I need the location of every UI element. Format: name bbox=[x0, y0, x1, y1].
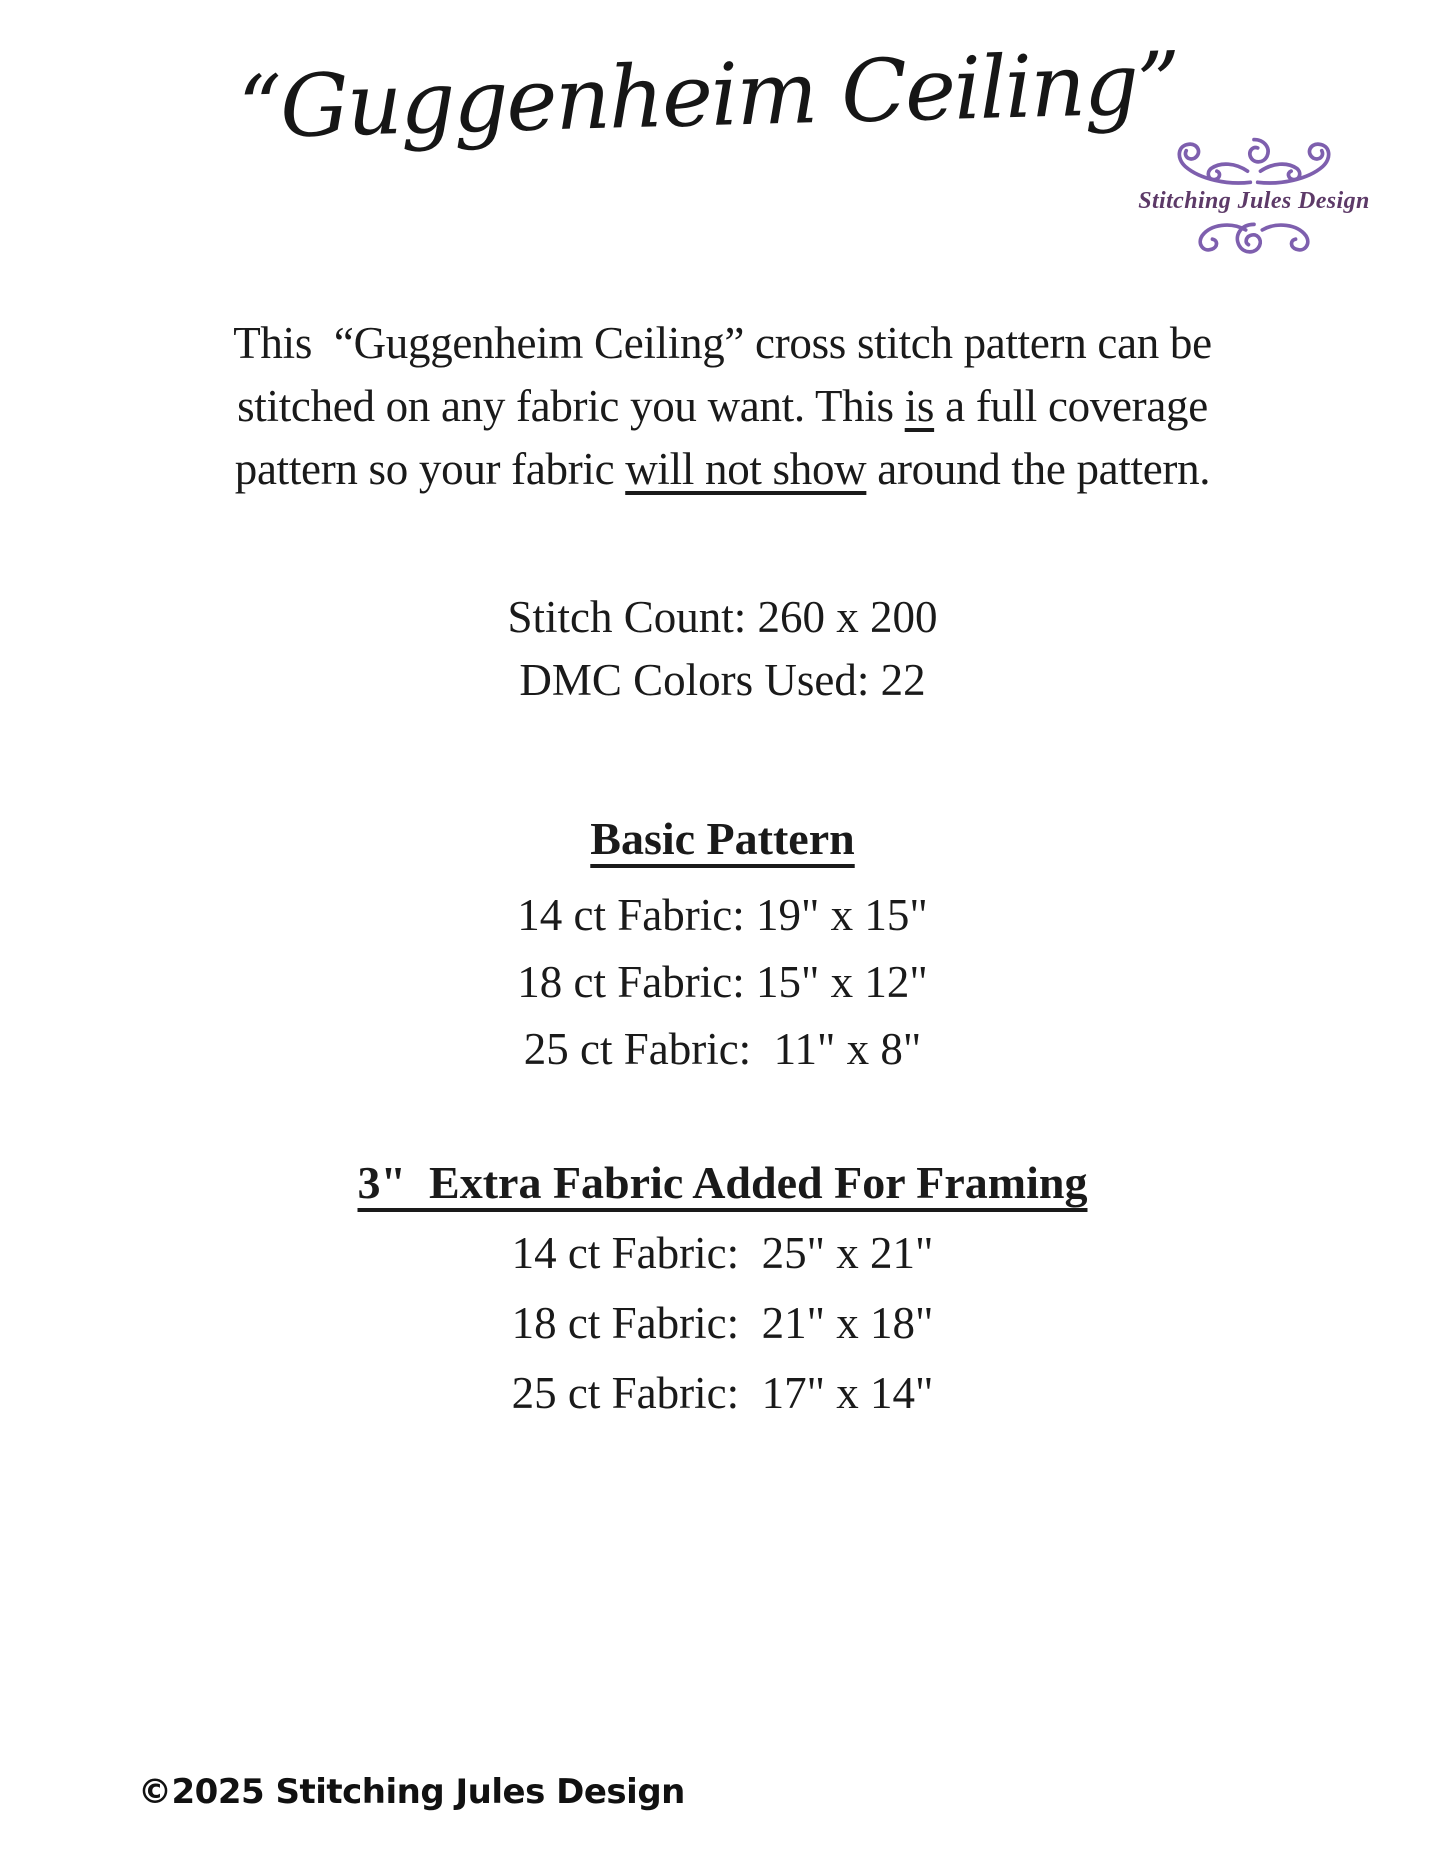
framing-list bbox=[0, 1218, 1445, 1428]
underlined-word-is: is bbox=[904, 381, 935, 431]
fabric-size-item: 14 ct Fabric: 25" x 21" bbox=[511, 1228, 934, 1278]
intro-line-1: This “Guggenheim Ceiling” cross stitch pattern can be bbox=[233, 318, 1212, 368]
page-title: “Guggenheim Ceiling” bbox=[236, 33, 1181, 159]
framing-heading bbox=[0, 1156, 1445, 1210]
pattern-stats bbox=[0, 586, 1445, 712]
dmc-colors-used: DMC Colors Used: 22 bbox=[519, 655, 926, 705]
copyright: ©2025 Stitching Jules Design bbox=[138, 1772, 685, 1812]
intro-line-2 bbox=[0, 375, 1445, 438]
fabric-size-item: 25 ct Fabric: 17" x 14" bbox=[511, 1368, 934, 1418]
intro-paragraph bbox=[0, 312, 1445, 501]
brand-logo bbox=[1128, 134, 1380, 265]
stitch-count: Stitch Count: 260 x 200 bbox=[507, 592, 938, 642]
fabric-size-item: 18 ct Fabric: 15" x 12" bbox=[517, 957, 928, 1007]
basic-pattern-heading bbox=[0, 812, 1445, 866]
flourish-bottom-icon bbox=[1184, 217, 1324, 265]
fabric-size-item: 25 ct Fabric: 11" x 8" bbox=[523, 1024, 922, 1074]
framing-heading-text: 3" Extra Fabric Added For Framing bbox=[357, 1157, 1088, 1208]
fabric-size-item: 14 ct Fabric: 19" x 15" bbox=[517, 890, 928, 940]
basic-pattern-list bbox=[0, 882, 1445, 1083]
intro-line-3 bbox=[0, 438, 1445, 501]
intro-text-segment: pattern so your fabric bbox=[234, 444, 626, 494]
brand-name: Stitching Jules Design bbox=[1138, 188, 1370, 214]
intro-text-segment: stitched on any fabric you want. This bbox=[237, 381, 905, 431]
intro-text-segment: a full coverage bbox=[934, 381, 1208, 431]
basic-pattern-heading-text: Basic Pattern bbox=[590, 813, 855, 864]
flourish-top-icon bbox=[1148, 134, 1360, 186]
fabric-size-item: 18 ct Fabric: 21" x 18" bbox=[511, 1298, 934, 1348]
intro-text-segment: around the pattern. bbox=[866, 444, 1211, 494]
underlined-phrase-will-not-show: will not show bbox=[625, 444, 867, 494]
